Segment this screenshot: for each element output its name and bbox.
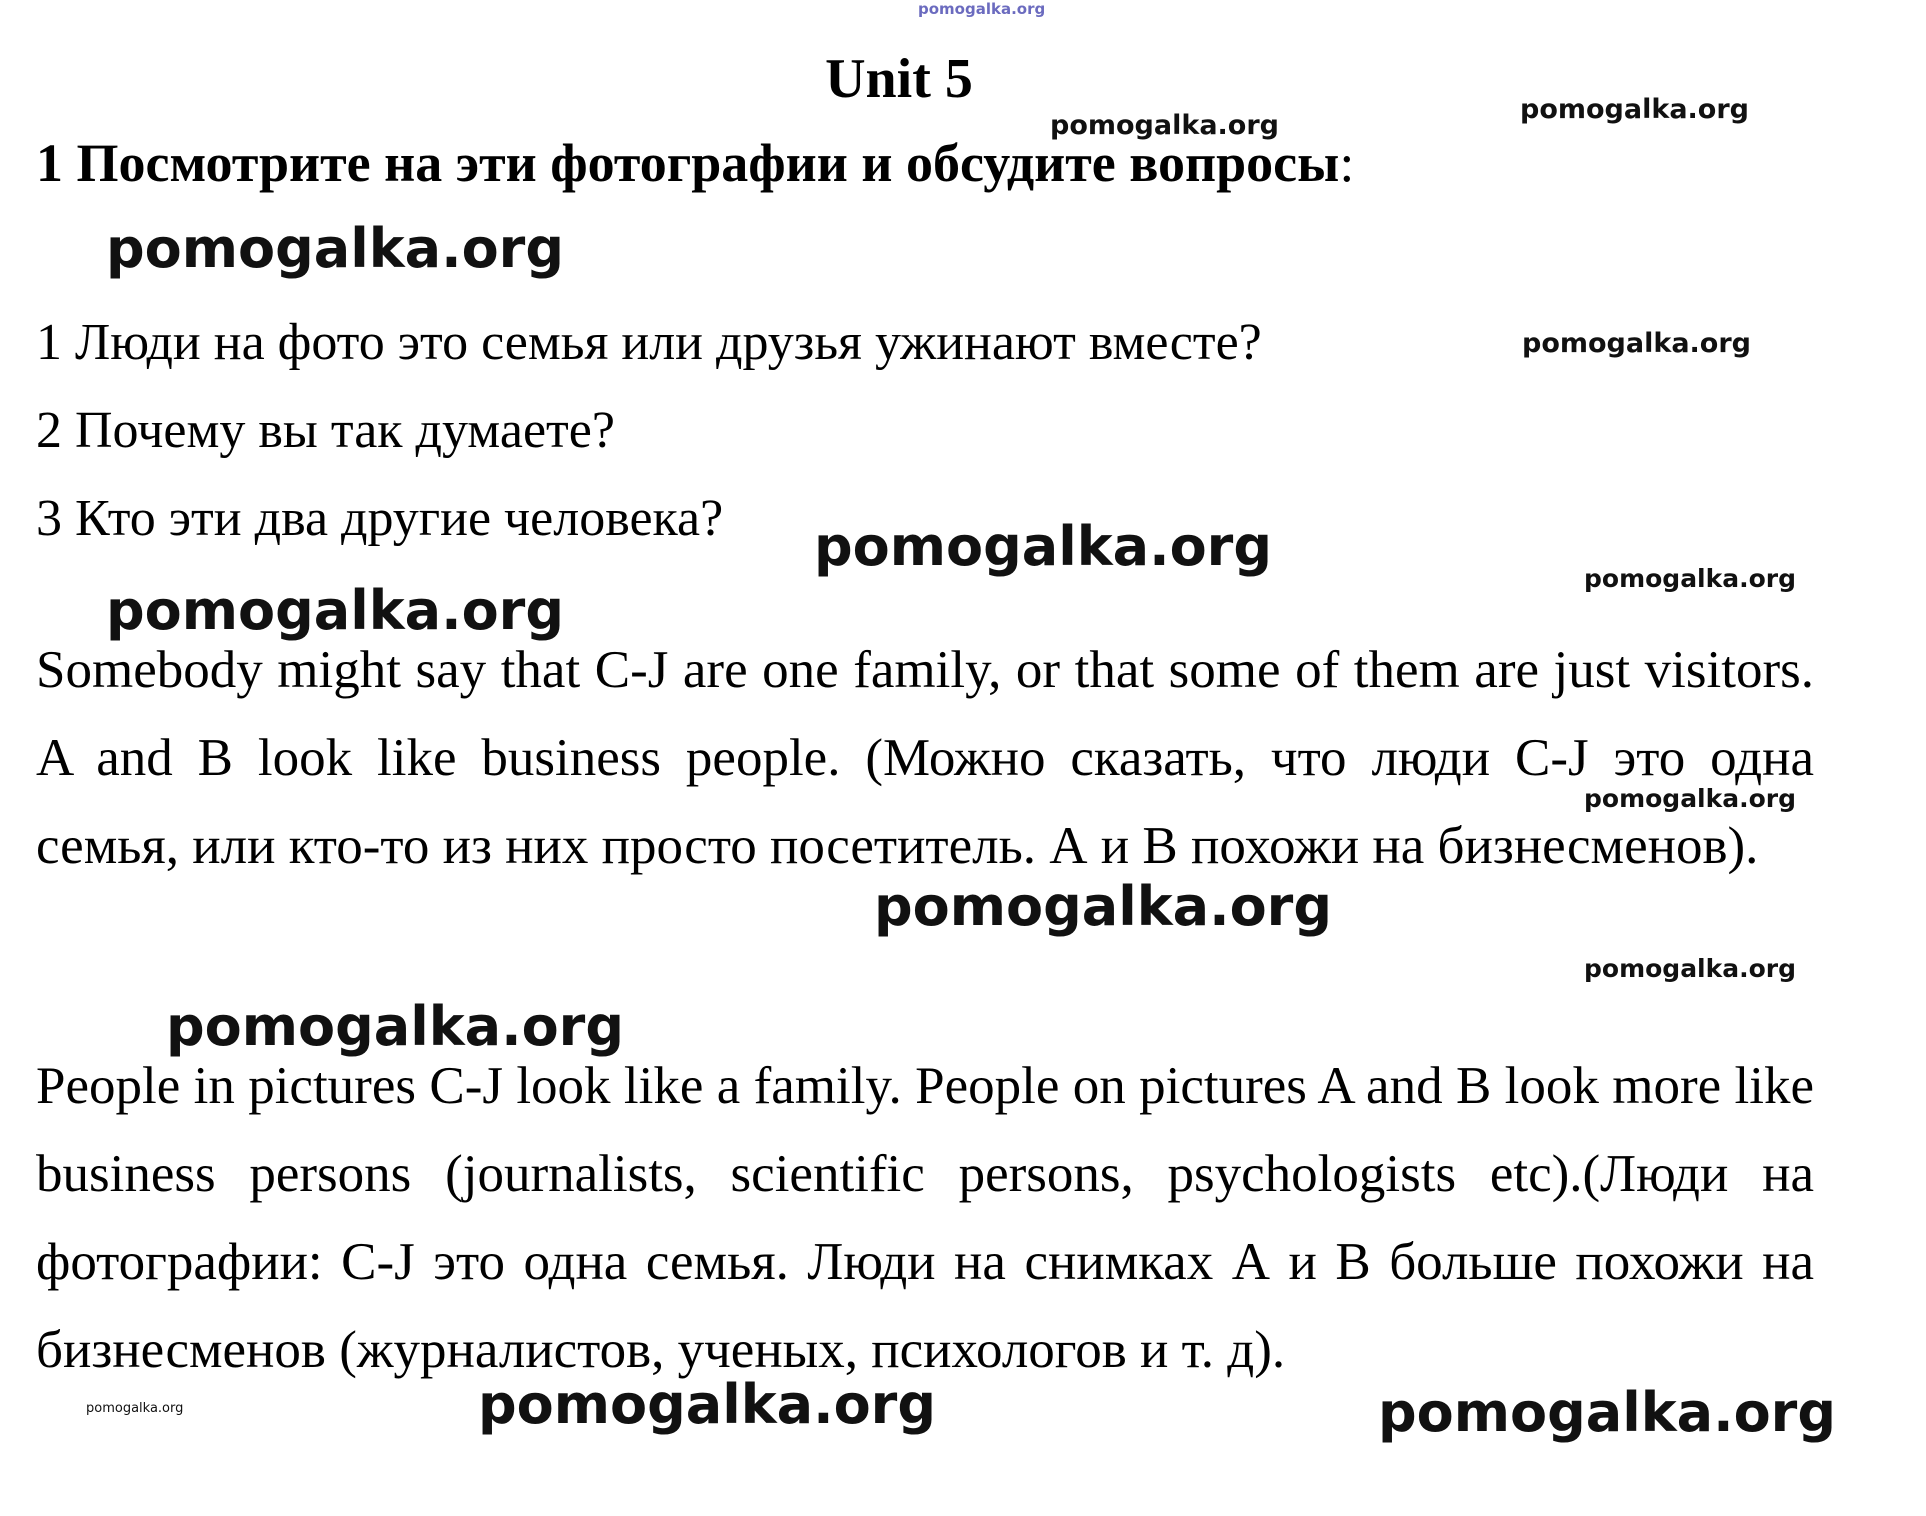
- watermark: pomogalka.org: [1584, 784, 1797, 813]
- watermark: pomogalka.org: [1584, 564, 1797, 593]
- question-3: 3 Кто эти два другие человека?: [36, 490, 724, 547]
- watermark: pomogalka.org: [106, 217, 564, 280]
- question-1: 1 Люди на фото это семья или друзья ужинают вместе?: [36, 314, 1262, 371]
- question-2: 2 Почему вы так думаете?: [36, 402, 615, 459]
- exercise-heading-colon: :: [1339, 133, 1355, 193]
- watermark: pomogalka.org: [478, 1373, 936, 1436]
- watermark: pomogalka.org: [106, 579, 564, 642]
- watermark: pomogalka.org: [1378, 1381, 1836, 1444]
- watermark: pomogalka.org: [1584, 954, 1797, 983]
- answer-paragraph-2: People in pictures C-J look like a family. People on pictures A and B look more like business persons (journalists, scientific persons, psychologists etc).(Люди на фотографии: C-J это одна семья. Люди на снимках А и В больше похожи на бизнесменов (журналистов, ученых, психологов и т. д).: [36, 1057, 1814, 1379]
- watermark: pomogalka.org: [1050, 110, 1279, 141]
- watermark: pomogalka.org: [918, 0, 1046, 18]
- watermark: pomogalka.org: [166, 995, 624, 1058]
- watermark: pomogalka.org: [814, 515, 1272, 578]
- watermark: pomogalka.org: [874, 875, 1332, 938]
- watermark: pomogalka.org: [86, 1401, 184, 1416]
- watermark: pomogalka.org: [1520, 94, 1749, 125]
- exercise-heading-text: 1 Посмотрите на эти фотографии и обсудите вопросы: [36, 133, 1340, 193]
- page-title: Unit 5: [825, 48, 973, 110]
- answer-paragraph-1: Somebody might say that C-J are one family, or that some of them are just visitors. A and B look like business people. (Можно сказать, что люди C-J это одна семья, или кто-то из них просто посетитель. А и В похожи на бизнесменов).: [36, 641, 1814, 875]
- watermark: pomogalka.org: [1522, 328, 1751, 359]
